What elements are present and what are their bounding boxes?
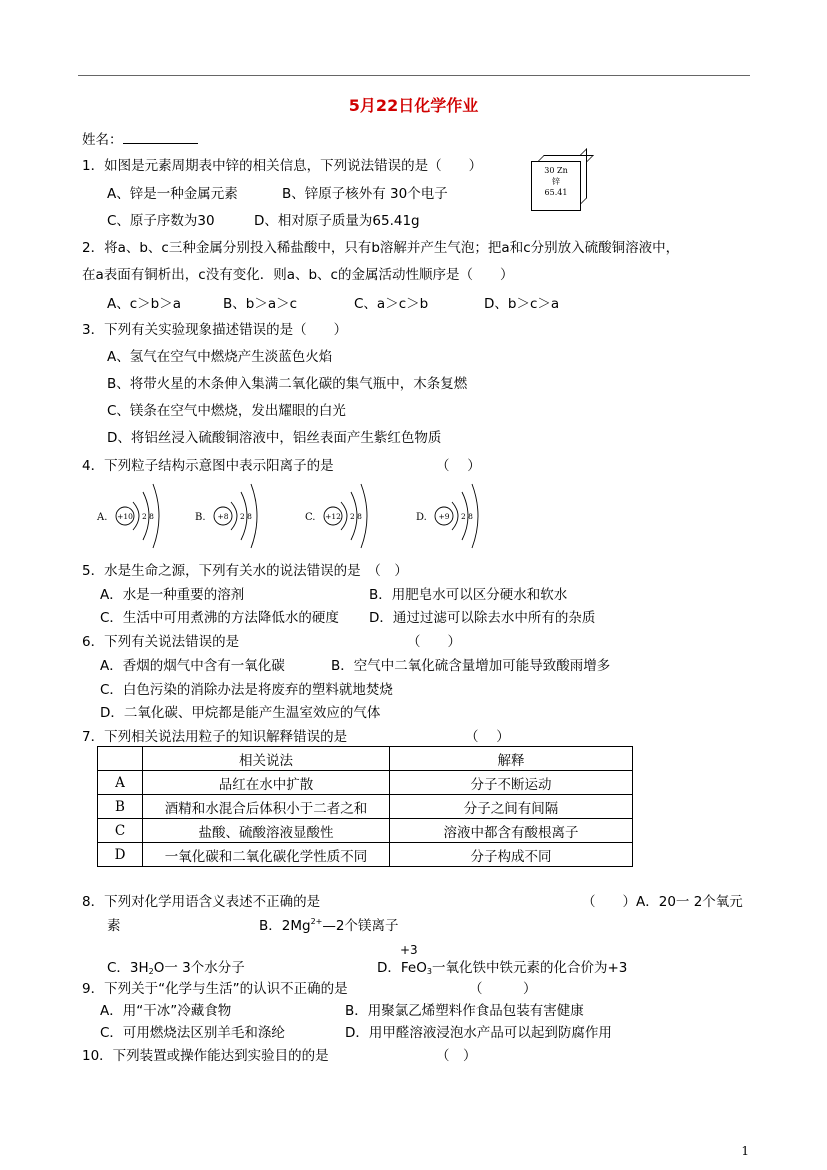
name-blank[interactable]	[123, 131, 198, 144]
electron-counts: 2 8	[461, 512, 473, 521]
table-cell: 一氧化碳和二氧化碳化学性质不同	[143, 843, 390, 867]
q8b-meaning: —2个镁离子	[322, 918, 399, 934]
nucleus-charge: +10	[117, 512, 133, 521]
q9-option-b: B．用聚氯乙烯塑料作食品包装有害健康	[345, 1003, 584, 1019]
table-header-explanation: 解释	[390, 747, 633, 771]
question-8: 8．下列对化学用语含义表述不正确的是	[82, 894, 321, 910]
question-4: 4．下列粒子结构示意图中表示阳离子的是	[82, 458, 334, 474]
name-field	[82, 128, 198, 148]
table-cell: 分子构成不同	[390, 843, 633, 867]
q8-option-b	[259, 914, 398, 934]
question-7: 7．下列相关说法用粒子的知识解释错误的是	[82, 729, 348, 745]
q6-option-b: B．空气中二氧化硫含量增加可能导致酸雨增多	[331, 658, 611, 674]
question-10: 10．下列装置或操作能达到实验目的的是	[82, 1048, 329, 1064]
question-5: 5．水是生命之源，下列有关水的说法错误的是 （ ）	[82, 563, 408, 579]
page-number: 1	[741, 1144, 749, 1158]
atom-label: C.	[305, 512, 316, 523]
table-header-row	[98, 747, 633, 771]
q8-option-c	[107, 956, 245, 976]
zinc-mass: 65.41	[544, 188, 568, 197]
q8d-valence: +3	[400, 943, 418, 957]
q3-option-d: D、将铝丝浸入硫酸铜溶液中，铝丝表面产生紫红色物质	[107, 430, 442, 446]
q6-option-a: A．香烟的烟气中含有一氧化碳	[100, 658, 285, 674]
atom-diagram-a	[95, 481, 175, 551]
nucleus-charge: +9	[438, 512, 450, 521]
q6-option-c: C．白色污染的消除办法是将废弃的塑料就地焚烧	[100, 682, 393, 698]
q8-option-a-cont: 素	[107, 918, 121, 934]
q8c-subscript: 2	[148, 967, 154, 976]
table-cell: 酒精和水混合后体积小于二者之和	[143, 795, 390, 819]
question-1: 1．如图是元素周期表中锌的相关信息，下列说法错误的是（ ）	[82, 158, 483, 174]
q7-table	[97, 746, 633, 867]
q1-option-a: A、锌是一种金属元素	[107, 186, 238, 202]
q8d-label: D．Fe	[377, 960, 417, 976]
table-row	[98, 819, 633, 843]
question-4-paren: （ ）	[436, 458, 481, 474]
table-cell	[98, 747, 143, 771]
atom-diagram-b	[193, 481, 273, 551]
q8-option-d	[377, 956, 627, 976]
q2-option-d: D、b＞c＞a	[484, 296, 560, 312]
nucleus-charge: +12	[325, 512, 341, 521]
q2-option-a: A、c＞b＞a	[107, 296, 181, 312]
q9-option-a: A．用“干冰”冷藏食物	[100, 1003, 232, 1019]
table-row	[98, 795, 633, 819]
table-cell: A	[98, 771, 143, 795]
q5-option-b: B．用肥皂水可以区分硬水和软水	[369, 587, 568, 603]
question-7-paren: （ ）	[465, 729, 510, 745]
electron-counts: 2 8	[240, 512, 252, 521]
table-cell: B	[98, 795, 143, 819]
nucleus-charge: +8	[217, 512, 229, 521]
q8b-formula: B．2Mg	[259, 918, 311, 934]
q8b-charge: 2+	[310, 917, 323, 926]
question-9-paren: （ ）	[469, 981, 537, 997]
q1-option-d: D、相对原子质量为65.41g	[254, 213, 420, 229]
q8d-meaning: 一氧化铁中铁元素的化合价为+3	[431, 960, 628, 976]
q2-option-b: B、b＞a＞c	[223, 296, 298, 312]
q1-option-c: C、原子序数为30	[107, 213, 215, 229]
table-row	[98, 771, 633, 795]
table-cell: 分子不断运动	[390, 771, 633, 795]
question-6-paren: （ ）	[407, 634, 461, 650]
electron-counts: 2 8	[350, 512, 362, 521]
zinc-card-side	[580, 148, 587, 205]
zinc-name: 锌	[552, 177, 560, 186]
table-cell: 分子之间有间隔	[390, 795, 633, 819]
table-header-statement: 相关说法	[143, 747, 390, 771]
table-row	[98, 843, 633, 867]
q3-option-b: B、将带火星的木条伸入集满二氧化碳的集气瓶中，木条复燃	[107, 376, 468, 392]
q8d-subscript: 3	[426, 967, 432, 976]
zinc-element-card	[531, 161, 581, 211]
q9-option-c: C．可用燃烧法区别羊毛和涤纶	[100, 1025, 285, 1041]
question-2: 2．将a、b、c三种金属分别投入稀盐酸中，只有b溶解并产生气泡；把a和c分别放入硫酸铜溶液中，	[82, 240, 680, 256]
q8d-o: O	[416, 960, 427, 976]
header-rule	[78, 75, 750, 76]
q3-option-c: C、镁条在空气中燃烧，发出耀眼的白光	[107, 403, 346, 419]
table-cell: D	[98, 843, 143, 867]
question-9: 9．下列关于“化学与生活”的认识不正确的是	[82, 981, 348, 997]
q5-option-c: C．生活中可用煮沸的方法降低水的硬度	[100, 610, 339, 626]
q9-option-d: D．用甲醛溶液浸泡水产品可以起到防腐作用	[345, 1025, 612, 1041]
question-2-cont: 在a表面有铜析出，c没有变化．则a、b、c的金属活动性顺序是（ ）	[82, 267, 514, 283]
page-title: 5月22日化学作业	[348, 96, 479, 115]
table-cell: 溶液中都含有酸根离子	[390, 819, 633, 843]
question-6: 6．下列有关说法错误的是	[82, 634, 240, 650]
table-cell: C	[98, 819, 143, 843]
atom-diagram-d	[414, 481, 494, 551]
table-cell: 盐酸、硫酸溶液显酸性	[143, 819, 390, 843]
atom-label: B.	[195, 512, 206, 523]
q3-option-a: A、氢气在空气中燃烧产生淡蓝色火焰	[107, 349, 333, 365]
q6-option-d: D．二氧化碳、甲烷都是能产生温室效应的气体	[100, 705, 381, 721]
atom-diagram-c	[303, 481, 383, 551]
q2-option-c: C、a＞c＞b	[354, 296, 429, 312]
question-3: 3．下列有关实验现象描述错误的是（ ）	[82, 322, 348, 338]
zinc-number-symbol: 30 Zn	[544, 166, 568, 175]
name-label: 姓名：	[82, 132, 123, 148]
q1-option-b: B、锌原子核外有 30个电子	[282, 186, 448, 202]
q5-option-a: A．水是一种重要的溶剂	[100, 587, 245, 603]
electron-counts: 2 8	[142, 512, 154, 521]
q8c-formula: C．3H	[107, 960, 149, 976]
atom-label: D.	[416, 512, 427, 523]
question-10-paren: （ ）	[436, 1048, 477, 1064]
atom-label: A.	[97, 512, 108, 523]
question-8-paren-option-a: （ ）A．20一 2个氧元	[582, 894, 743, 910]
q5-option-d: D．通过过滤可以除去水中所有的杂质	[369, 610, 596, 626]
q8c-meaning: O一 3个水分子	[153, 960, 245, 976]
table-cell: 品红在水中扩散	[143, 771, 390, 795]
